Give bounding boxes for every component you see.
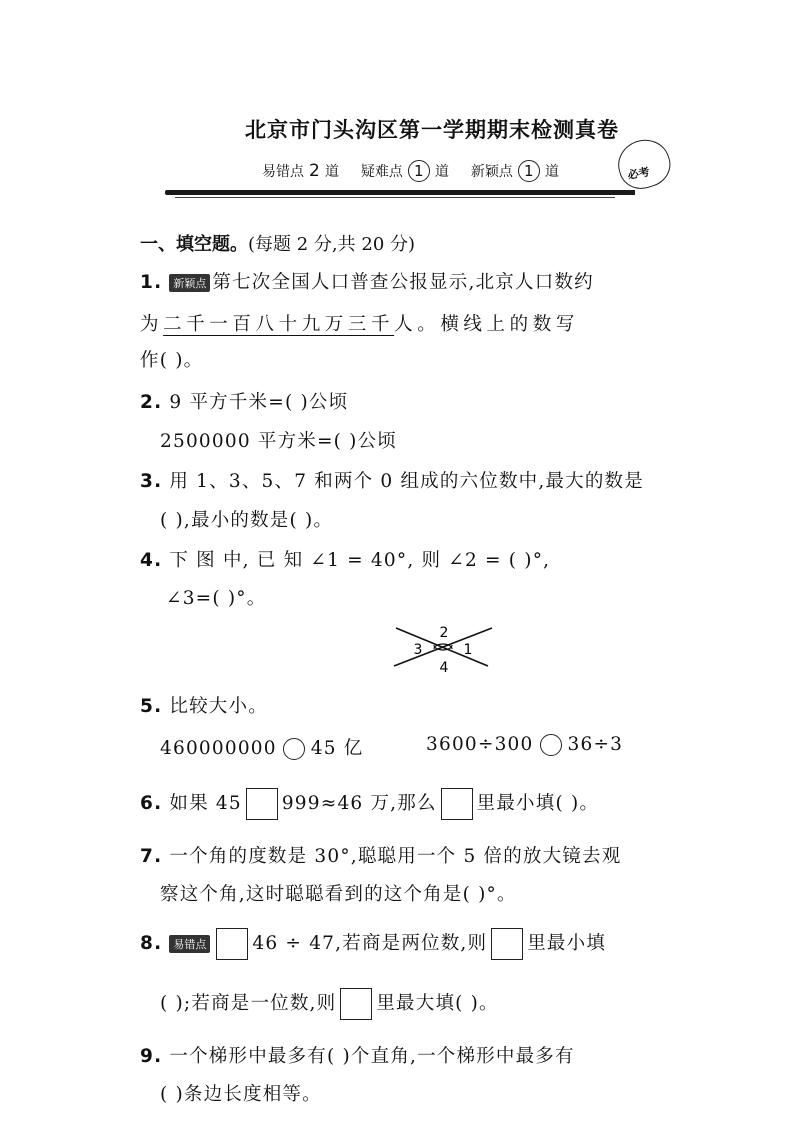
difficulty-stats bbox=[262, 160, 581, 182]
page-title: 北京市门头沟区第一学期期末检测真卷 bbox=[245, 118, 619, 142]
angle-label-4: 4 bbox=[439, 660, 449, 676]
circled-count: 1 bbox=[518, 160, 540, 182]
header-divider bbox=[165, 190, 635, 195]
question-5-compare-1: 460000000 45 亿 bbox=[160, 738, 364, 759]
error-prone-tag: 易错点 bbox=[169, 935, 210, 953]
question-8: 8. 易错点 46 ÷ 47,若商是两位数,则 里最小填 bbox=[140, 928, 606, 960]
header-divider-thin bbox=[175, 197, 615, 198]
question-5: 5. 比较大小。 bbox=[140, 696, 268, 717]
answer-box[interactable] bbox=[491, 928, 523, 960]
question-2: 2. 9 平方千米=( )公顷 bbox=[140, 392, 349, 413]
question-4-line-2[interactable]: ∠3=( )°。 bbox=[166, 588, 267, 609]
question-1-answer-line[interactable]: 作( )。 bbox=[140, 350, 204, 371]
section-title: 一、填空题。(每题 2 分,共 20 分) bbox=[140, 234, 416, 255]
angle-label-2: 2 bbox=[439, 625, 449, 641]
question-3: 3. 用 1、3、5、7 和两个 0 组成的六位数中,最大的数是 bbox=[140, 471, 644, 492]
stat-difficult: 疑难点 1 道 bbox=[360, 162, 449, 180]
must-test-stamp-icon: 必考 bbox=[612, 133, 676, 195]
angle-label-3: 3 bbox=[413, 642, 423, 658]
question-1: 1. 新颖点 第七次全国人口普查公报显示,北京人口数约 bbox=[140, 272, 594, 293]
circled-count: 1 bbox=[408, 160, 430, 182]
question-7: 7. 一个角的度数是 30°,聪聪用一个 5 倍的放大镜去观 bbox=[140, 846, 622, 867]
angle-figure bbox=[388, 622, 500, 678]
question-6: 6. 如果 45 999≈46 万,那么 里最小填( )。 bbox=[140, 788, 599, 820]
question-3-line-2[interactable]: ( ),最小的数是( )。 bbox=[160, 510, 334, 531]
answer-box[interactable] bbox=[441, 788, 473, 820]
compare-circle[interactable] bbox=[283, 738, 305, 760]
novel-tag: 新颖点 bbox=[169, 274, 210, 292]
question-8-line-2: ( );若商是一位数,则 里最大填( )。 bbox=[160, 988, 499, 1020]
answer-box[interactable] bbox=[340, 988, 372, 1020]
question-9: 9. 一个梯形中最多有( )个直角,一个梯形中最多有 bbox=[140, 1046, 575, 1067]
compare-circle[interactable] bbox=[540, 734, 562, 756]
question-9-line-2[interactable]: ( )条边长度相等。 bbox=[160, 1084, 322, 1105]
question-5-compare-2: 3600÷300 36÷3 bbox=[426, 734, 624, 755]
angle-label-1: 1 bbox=[463, 642, 473, 658]
stat-error-prone: 易错点 2 道 bbox=[262, 161, 339, 181]
question-4: 4. 下 图 中, 已 知 ∠1 = 40°, 则 ∠2 = ( )°, bbox=[140, 550, 551, 571]
question-2-line-2[interactable]: 2500000 平方米=( )公顷 bbox=[160, 431, 397, 452]
stat-novel: 新颖点 1 道 bbox=[470, 162, 559, 180]
underlined-number: 二千一百八十九万三千 bbox=[163, 314, 395, 335]
answer-box[interactable] bbox=[246, 788, 278, 820]
answer-box[interactable] bbox=[216, 928, 248, 960]
question-7-line-2[interactable]: 察这个角,这时聪聪看到的这个角是( )°。 bbox=[160, 884, 517, 905]
question-1-line-2: 为二千一百八十九万三千人。横线上的数写 bbox=[140, 314, 579, 335]
